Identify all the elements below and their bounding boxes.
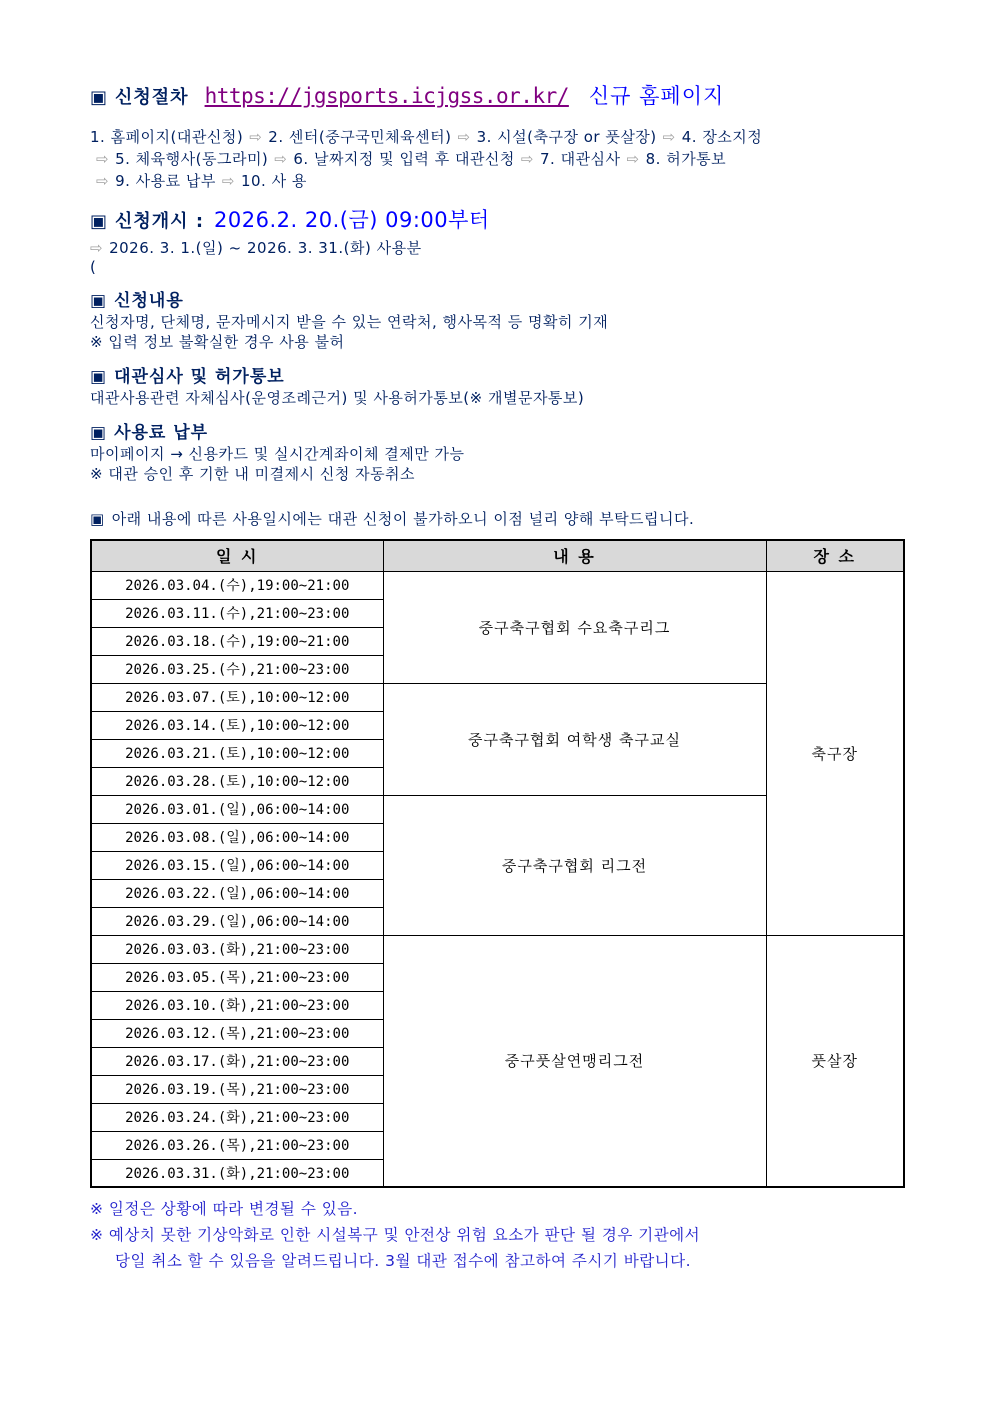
apply-content-line: 신청자명, 단체명, 문자메시지 받을 수 있는 연락처, 행사목적 등 명확히 기재 — [90, 313, 609, 331]
apply-content-title-text: 신청내용 — [114, 291, 184, 311]
date-cell: 2026.03.17.(화),21:00~23:00 — [91, 1047, 383, 1075]
new-homepage-label: 신규 홈페이지 — [588, 84, 725, 108]
procedure-step: 5. 체육행사(동그라미) — [115, 150, 269, 168]
section-review — [90, 366, 903, 408]
procedure-step-line — [90, 170, 903, 192]
right-arrow-icon: ⇨ — [520, 150, 534, 168]
note-line: 당일 취소 할 수 있음을 알려드립니다. 3월 대관 접수에 참고하여 주시기 바랍니다. — [115, 1252, 692, 1270]
right-arrow-icon: ⇨ — [249, 128, 263, 146]
apply-content-title — [90, 290, 903, 312]
section-apply-start — [90, 204, 903, 234]
procedure-step: 6. 날짜지정 및 입력 후 대관신청 — [293, 150, 515, 168]
date-cell: 2026.03.11.(수),21:00~23:00 — [91, 599, 383, 627]
apply-start-date: 2026.2. 20.(금) 09:00부터 — [214, 208, 490, 232]
content-cell: 중구축구협회 수요축구리그 — [383, 571, 766, 683]
procedure-step: 10. 사 용 — [240, 172, 307, 190]
square-bullet-icon: ▣ — [90, 291, 108, 311]
date-cell: 2026.03.08.(일),06:00~14:00 — [91, 823, 383, 851]
table-row — [91, 571, 904, 599]
apply-start-label: 신청개시 : — [115, 211, 205, 232]
date-cell: 2026.03.24.(화),21:00~23:00 — [91, 1103, 383, 1131]
location-cell: 축구장 — [766, 571, 904, 935]
procedure-step: 1. 홈페이지(대관신청) — [90, 128, 244, 146]
square-bullet-icon: ▣ — [90, 211, 109, 232]
date-cell: 2026.03.28.(토),10:00~12:00 — [91, 767, 383, 795]
right-arrow-icon: ⇨ — [457, 128, 471, 146]
date-cell: 2026.03.01.(일),06:00~14:00 — [91, 795, 383, 823]
right-arrow-icon: ⇨ — [662, 128, 676, 146]
procedure-title-text: 신청절차 — [115, 87, 189, 108]
date-cell: 2026.03.14.(토),10:00~12:00 — [91, 711, 383, 739]
date-cell: 2026.03.04.(수),19:00~21:00 — [91, 571, 383, 599]
notes — [90, 1196, 903, 1274]
content-cell: 중구축구협회 리그전 — [383, 795, 766, 935]
date-cell: 2026.03.12.(목),21:00~23:00 — [91, 1019, 383, 1047]
review-title-text: 대관심사 및 허가통보 — [114, 367, 285, 387]
date-cell: 2026.03.03.(화),21:00~23:00 — [91, 935, 383, 963]
table-row — [91, 935, 904, 963]
schedule-table-body — [91, 571, 904, 1187]
col-header-content: 내 용 — [383, 540, 766, 571]
homepage-link[interactable]: https://jgsports.icjgss.or.kr/ — [204, 84, 569, 108]
schedule-table — [90, 539, 905, 1188]
section-apply-content — [90, 290, 903, 352]
procedure-steps — [90, 126, 903, 192]
procedure-step: 2. 센터(중구국민체육센터) — [268, 128, 452, 146]
section-title-procedure — [90, 83, 189, 109]
procedure-step-line — [90, 148, 903, 170]
date-cell: 2026.03.29.(일),06:00~14:00 — [91, 907, 383, 935]
payment-line: 마이페이지 → 신용카드 및 실시간계좌이체 결제만 가능 — [90, 445, 465, 463]
payment-title — [90, 422, 903, 444]
col-header-location: 장 소 — [766, 540, 904, 571]
date-cell: 2026.03.18.(수),19:00~21:00 — [91, 627, 383, 655]
usage-period-line — [90, 237, 903, 258]
square-bullet-icon: ▣ — [90, 423, 108, 443]
note-line: ※ 예상치 못한 기상악화로 인한 시설복구 및 안전상 위험 요소가 판단 될 경우 기관에서 — [90, 1226, 701, 1244]
table-intro-text: 아래 내용에 따른 사용일시에는 대관 신청이 불가하오니 이점 널리 양해 부탁드립니다. — [111, 510, 695, 528]
right-arrow-icon: ⇨ — [626, 150, 640, 168]
content-cell: 중구풋살연맹리그전 — [383, 935, 766, 1187]
square-bullet-icon: ▣ — [90, 510, 105, 528]
document-title-line — [90, 80, 903, 110]
date-cell: 2026.03.05.(목),21:00~23:00 — [91, 963, 383, 991]
date-cell: 2026.03.26.(목),21:00~23:00 — [91, 1131, 383, 1159]
square-bullet-icon: ▣ — [90, 87, 109, 108]
procedure-step: 9. 사용료 납부 — [115, 172, 216, 190]
section-payment — [90, 422, 903, 484]
procedure-step: 4. 장소지정 — [681, 128, 763, 146]
table-header-row — [91, 540, 904, 571]
right-arrow-icon: ⇨ — [96, 172, 110, 190]
right-arrow-icon: ⇨ — [96, 150, 110, 168]
payment-line: ※ 대관 승인 후 기한 내 미결제시 신청 자동취소 — [90, 465, 416, 483]
location-cell: 풋살장 — [766, 935, 904, 1187]
date-cell: 2026.03.22.(일),06:00~14:00 — [91, 879, 383, 907]
date-cell: 2026.03.07.(토),10:00~12:00 — [91, 683, 383, 711]
note-line: ※ 일정은 상황에 따라 변경될 수 있음. — [90, 1200, 359, 1218]
date-cell: 2026.03.10.(화),21:00~23:00 — [91, 991, 383, 1019]
col-header-datetime: 일 시 — [91, 540, 383, 571]
stray-parenthesis: ( — [90, 258, 96, 276]
table-intro-line — [90, 508, 903, 529]
content-cell: 중구축구협회 여학생 축구교실 — [383, 683, 766, 795]
review-title — [90, 366, 903, 388]
review-line: 대관사용관련 자체심사(운영조례근거) 및 사용허가통보(※ 개별문자통보) — [90, 389, 585, 407]
procedure-step: 3. 시설(축구장 or 풋살장) — [476, 128, 657, 146]
apply-content-line: ※ 입력 정보 불확실한 경우 사용 불허 — [90, 333, 345, 351]
procedure-step: 7. 대관심사 — [540, 150, 621, 168]
date-cell: 2026.03.25.(수),21:00~23:00 — [91, 655, 383, 683]
date-cell: 2026.03.21.(토),10:00~12:00 — [91, 739, 383, 767]
procedure-step: 8. 허가통보 — [645, 150, 727, 168]
right-arrow-icon: ⇨ — [90, 239, 104, 257]
apply-start-title — [90, 207, 204, 233]
date-cell: 2026.03.19.(목),21:00~23:00 — [91, 1075, 383, 1103]
payment-title-text: 사용료 납부 — [114, 423, 209, 443]
square-bullet-icon: ▣ — [90, 367, 108, 387]
right-arrow-icon: ⇨ — [274, 150, 288, 168]
procedure-step-line — [90, 126, 903, 148]
right-arrow-icon: ⇨ — [221, 172, 235, 190]
date-cell: 2026.03.31.(화),21:00~23:00 — [91, 1159, 383, 1187]
date-cell: 2026.03.15.(일),06:00~14:00 — [91, 851, 383, 879]
usage-period-text: 2026. 3. 1.(일) ~ 2026. 3. 31.(화) 사용분 — [109, 239, 422, 257]
